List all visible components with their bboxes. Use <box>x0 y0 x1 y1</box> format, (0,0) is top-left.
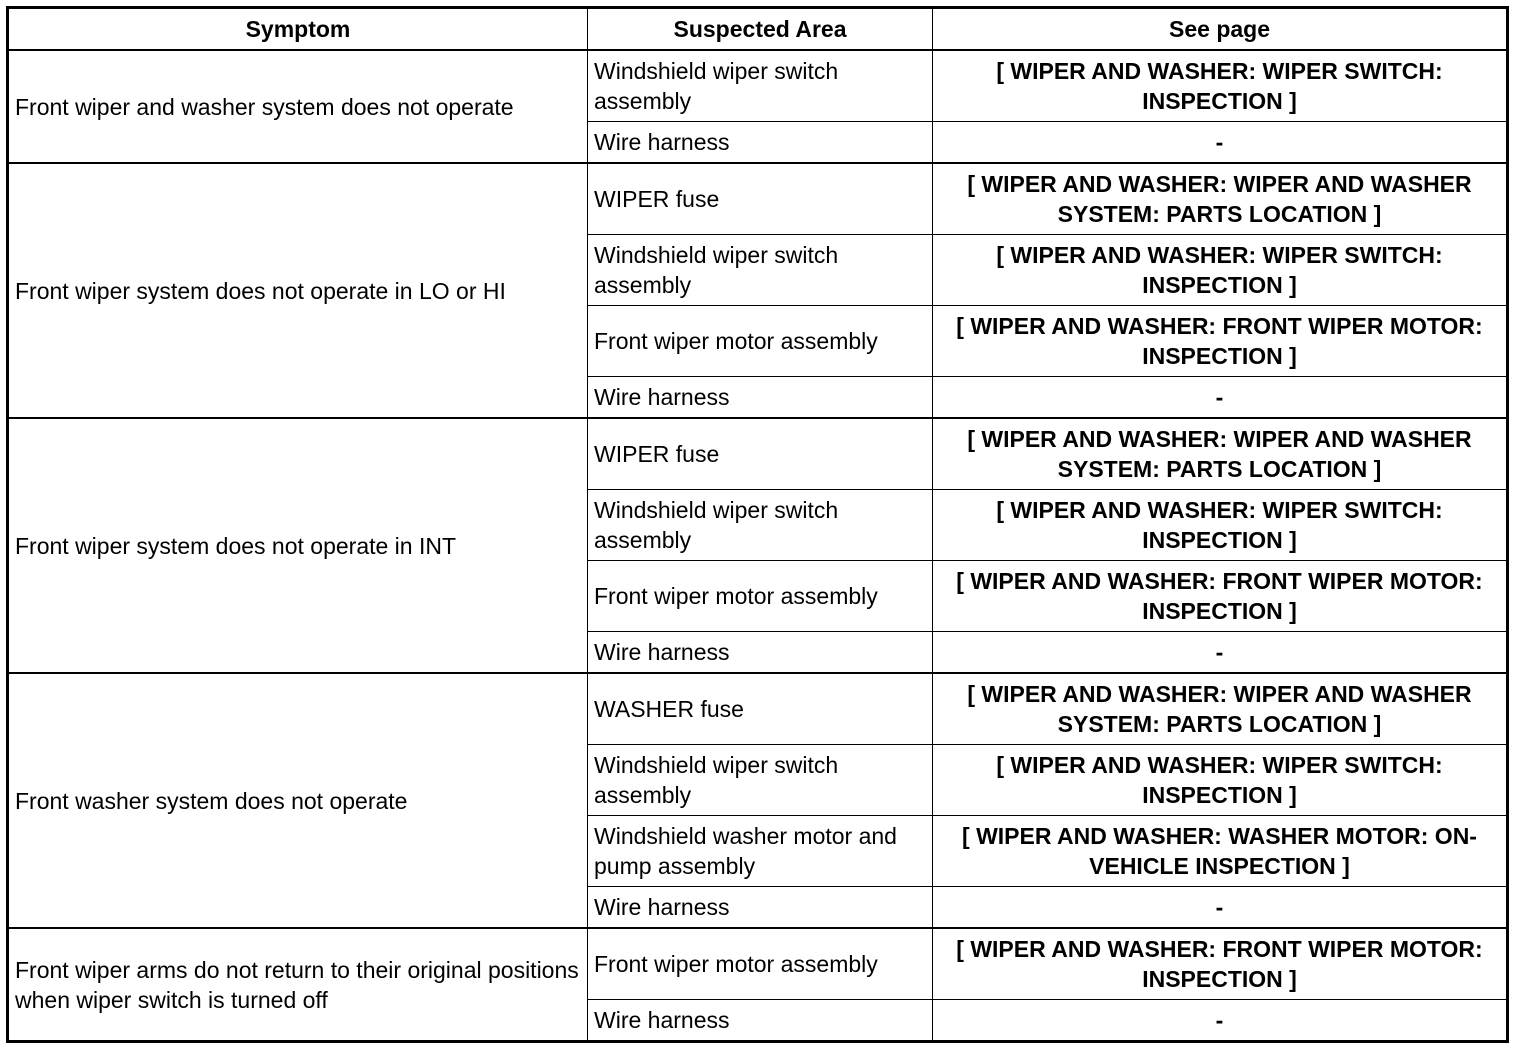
page-reference-cell: [ WIPER AND WASHER: FRONT WIPER MOTOR: INSPECTION ] <box>933 561 1508 632</box>
area-cell: Wire harness <box>588 1000 933 1042</box>
diagnosis-table-wrapper <box>6 6 1509 1043</box>
symptom-cell: Front wiper and washer system does not operate <box>8 50 588 163</box>
page-reference-cell: [ WIPER AND WASHER: WIPER AND WASHER SYSTEM: PARTS LOCATION ] <box>933 673 1508 745</box>
area-cell: Windshield wiper switch assembly <box>588 50 933 122</box>
area-cell: Front wiper motor assembly <box>588 561 933 632</box>
symptom-table <box>6 6 1509 1043</box>
area-cell: Windshield wiper switch assembly <box>588 235 933 306</box>
page-reference-cell: - <box>933 887 1508 929</box>
page-reference-cell: [ WIPER AND WASHER: WIPER SWITCH: INSPECTION ] <box>933 745 1508 816</box>
area-cell: Wire harness <box>588 122 933 164</box>
header-row <box>8 8 1508 51</box>
page-reference-cell: [ WIPER AND WASHER: FRONT WIPER MOTOR: INSPECTION ] <box>933 928 1508 1000</box>
page-reference-cell: [ WIPER AND WASHER: WIPER SWITCH: INSPECTION ] <box>933 50 1508 122</box>
page-reference-cell: [ WIPER AND WASHER: WIPER AND WASHER SYSTEM: PARTS LOCATION ] <box>933 163 1508 235</box>
area-cell: Wire harness <box>588 377 933 419</box>
header-suspected-area: Suspected Area <box>588 8 933 51</box>
area-cell: WIPER fuse <box>588 163 933 235</box>
table-row <box>8 928 1508 1000</box>
symptom-cell: Front wiper arms do not return to their original positions when wiper switch is turned off <box>8 928 588 1042</box>
page-reference-cell: [ WIPER AND WASHER: FRONT WIPER MOTOR: INSPECTION ] <box>933 306 1508 377</box>
header-see-page: See page <box>933 8 1508 51</box>
page-reference-cell: [ WIPER AND WASHER: WIPER AND WASHER SYSTEM: PARTS LOCATION ] <box>933 418 1508 490</box>
symptom-cell: Front wiper system does not operate in LO or HI <box>8 163 588 418</box>
table-row <box>8 418 1508 490</box>
page-reference-cell: - <box>933 122 1508 164</box>
area-cell: WASHER fuse <box>588 673 933 745</box>
symptom-cell: Front wiper system does not operate in INT <box>8 418 588 673</box>
page-reference-cell: [ WIPER AND WASHER: WIPER SWITCH: INSPECTION ] <box>933 490 1508 561</box>
area-cell: WIPER fuse <box>588 418 933 490</box>
area-cell: Windshield wiper switch assembly <box>588 490 933 561</box>
area-cell: Front wiper motor assembly <box>588 928 933 1000</box>
area-cell: Wire harness <box>588 887 933 929</box>
table-row <box>8 673 1508 745</box>
area-cell: Wire harness <box>588 632 933 674</box>
symptom-cell: Front washer system does not operate <box>8 673 588 928</box>
page-reference-cell: [ WIPER AND WASHER: WIPER SWITCH: INSPECTION ] <box>933 235 1508 306</box>
header-symptom: Symptom <box>8 8 588 51</box>
page-reference-cell: [ WIPER AND WASHER: WASHER MOTOR: ON-VEHICLE INSPECTION ] <box>933 816 1508 887</box>
table-row <box>8 50 1508 122</box>
page-reference-cell: - <box>933 632 1508 674</box>
area-cell: Windshield washer motor and pump assembly <box>588 816 933 887</box>
page-reference-cell: - <box>933 377 1508 419</box>
area-cell: Front wiper motor assembly <box>588 306 933 377</box>
page-reference-cell: - <box>933 1000 1508 1042</box>
area-cell: Windshield wiper switch assembly <box>588 745 933 816</box>
table-row <box>8 163 1508 235</box>
